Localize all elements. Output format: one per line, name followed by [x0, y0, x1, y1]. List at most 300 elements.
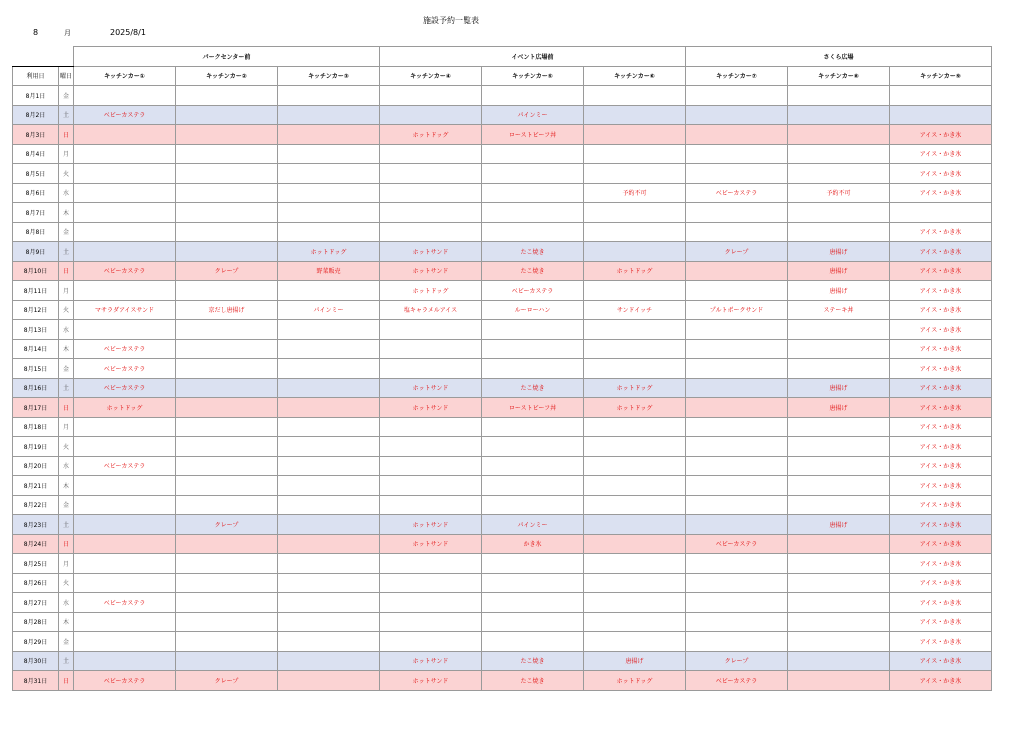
row-date: 8月18日	[13, 417, 59, 437]
reservation-cell-car-1[interactable]	[74, 476, 176, 496]
reservation-cell-car-2[interactable]	[176, 125, 278, 145]
reservation-cell-car-2[interactable]	[176, 554, 278, 574]
reservation-cell-car-4[interactable]	[380, 86, 482, 106]
reservation-cell-car-1[interactable]	[74, 144, 176, 164]
reservation-cell-car-7[interactable]	[686, 476, 788, 496]
column-header-car-6: キッチンカー⑥	[584, 66, 686, 86]
reservation-cell-car-2[interactable]	[176, 164, 278, 184]
reservation-cell-car-6[interactable]	[584, 203, 686, 223]
reservation-cell-car-5[interactable]	[482, 359, 584, 379]
reservation-cell-car-8[interactable]	[788, 86, 890, 106]
reservation-cell-car-8[interactable]	[788, 671, 890, 691]
reservation-cell-car-7[interactable]: ベビーカステラ	[686, 534, 788, 554]
reservation-cell-car-6[interactable]: 唐揚げ	[584, 651, 686, 671]
reservation-cell-car-5[interactable]	[482, 632, 584, 652]
reservation-cell-car-7[interactable]	[686, 437, 788, 457]
row-date: 8月24日	[13, 534, 59, 554]
reservation-cell-car-8[interactable]: 唐揚げ	[788, 261, 890, 281]
reservation-cell-car-3[interactable]	[278, 398, 380, 418]
reservation-cell-car-4[interactable]: 塩キャラメルアイス	[380, 300, 482, 320]
reservation-cell-car-9[interactable]: アイス・かき氷	[890, 671, 992, 691]
reservation-cell-car-6[interactable]	[584, 554, 686, 574]
reservation-cell-car-2[interactable]	[176, 378, 278, 398]
venue-park-center: パークセンター前	[74, 47, 380, 67]
reservation-cell-car-9[interactable]: アイス・かき氷	[890, 398, 992, 418]
reservation-cell-car-2[interactable]	[176, 651, 278, 671]
reservation-cell-car-6[interactable]	[584, 164, 686, 184]
row-weekday: 金	[59, 495, 74, 515]
reservation-cell-car-3[interactable]	[278, 86, 380, 106]
reservation-cell-car-3[interactable]	[278, 183, 380, 203]
reservation-cell-car-5[interactable]	[482, 417, 584, 437]
reservation-cell-car-9[interactable]: アイス・かき氷	[890, 417, 992, 437]
reservation-cell-car-5[interactable]: ルーローハン	[482, 300, 584, 320]
reservation-cell-car-9[interactable]: アイス・かき氷	[890, 632, 992, 652]
reservation-cell-car-6[interactable]: ホットドッグ	[584, 261, 686, 281]
reservation-cell-car-3[interactable]	[278, 417, 380, 437]
reservation-cell-car-5[interactable]	[482, 573, 584, 593]
reservation-cell-car-7[interactable]: プルトポークサンド	[686, 300, 788, 320]
reservation-cell-car-8[interactable]	[788, 573, 890, 593]
reservation-cell-car-7[interactable]	[686, 339, 788, 359]
reservation-cell-car-1[interactable]: ベビーカステラ	[74, 456, 176, 476]
reservation-cell-car-7[interactable]	[686, 105, 788, 125]
reservation-cell-car-4[interactable]	[380, 183, 482, 203]
reservation-cell-car-7[interactable]	[686, 612, 788, 632]
reservation-cell-car-1[interactable]	[74, 183, 176, 203]
reservation-cell-car-9[interactable]: アイス・かき氷	[890, 242, 992, 262]
reservation-cell-car-2[interactable]	[176, 242, 278, 262]
reservation-cell-car-2[interactable]	[176, 456, 278, 476]
reservation-cell-car-6[interactable]: ホットドッグ	[584, 671, 686, 691]
reservation-cell-car-5[interactable]: たこ焼き	[482, 242, 584, 262]
reservation-cell-car-7[interactable]	[686, 125, 788, 145]
reservation-cell-car-3[interactable]	[278, 632, 380, 652]
reservation-cell-car-5[interactable]	[482, 612, 584, 632]
reservation-cell-car-4[interactable]: ホットサンド	[380, 534, 482, 554]
reservation-cell-car-5[interactable]: たこ焼き	[482, 671, 584, 691]
reservation-cell-car-3[interactable]	[278, 495, 380, 515]
reservation-cell-car-6[interactable]	[584, 515, 686, 535]
reservation-cell-car-5[interactable]	[482, 183, 584, 203]
reservation-cell-car-7[interactable]	[686, 222, 788, 242]
reservation-cell-car-9[interactable]: アイス・かき氷	[890, 573, 992, 593]
reservation-cell-car-8[interactable]	[788, 203, 890, 223]
reservation-cell-car-1[interactable]	[74, 515, 176, 535]
reservation-cell-car-9[interactable]: アイス・かき氷	[890, 144, 992, 164]
row-date: 8月31日	[13, 671, 59, 691]
reservation-cell-car-8[interactable]: 唐揚げ	[788, 281, 890, 301]
reservation-cell-car-7[interactable]	[686, 398, 788, 418]
reservation-cell-car-9[interactable]: アイス・かき氷	[890, 456, 992, 476]
reservation-cell-car-4[interactable]	[380, 573, 482, 593]
reservation-cell-car-2[interactable]: クレープ	[176, 671, 278, 691]
reservation-cell-car-4[interactable]	[380, 456, 482, 476]
table-row	[13, 437, 992, 457]
table-row	[13, 456, 992, 476]
reservation-cell-car-2[interactable]	[176, 281, 278, 301]
reservation-cell-car-3[interactable]	[278, 612, 380, 632]
reservation-cell-car-4[interactable]	[380, 359, 482, 379]
reservation-cell-car-2[interactable]	[176, 534, 278, 554]
reservation-cell-car-2[interactable]: 京だし唐揚げ	[176, 300, 278, 320]
reservation-cell-car-7[interactable]	[686, 573, 788, 593]
reservation-cell-car-3[interactable]	[278, 164, 380, 184]
reservation-cell-car-7[interactable]	[686, 593, 788, 613]
table-row	[13, 554, 992, 574]
reservation-cell-car-9[interactable]: アイス・かき氷	[890, 437, 992, 457]
reservation-cell-car-3[interactable]	[278, 476, 380, 496]
reservation-cell-car-8[interactable]	[788, 339, 890, 359]
reservation-table	[12, 46, 992, 691]
reservation-cell-car-2[interactable]	[176, 320, 278, 340]
reservation-cell-car-8[interactable]	[788, 495, 890, 515]
reservation-cell-car-8[interactable]	[788, 222, 890, 242]
month-value: 8	[33, 28, 39, 37]
reservation-cell-car-2[interactable]	[176, 593, 278, 613]
reservation-cell-car-9[interactable]: アイス・かき氷	[890, 378, 992, 398]
reservation-cell-car-8[interactable]	[788, 593, 890, 613]
reservation-cell-car-6[interactable]	[584, 495, 686, 515]
reservation-cell-car-5[interactable]	[482, 222, 584, 242]
reservation-cell-car-8[interactable]: 唐揚げ	[788, 242, 890, 262]
reservation-cell-car-8[interactable]	[788, 534, 890, 554]
reservation-cell-car-1[interactable]	[74, 554, 176, 574]
reservation-cell-car-5[interactable]	[482, 320, 584, 340]
reservation-cell-car-4[interactable]: ホットサンド	[380, 261, 482, 281]
reservation-cell-car-4[interactable]	[380, 144, 482, 164]
reservation-cell-car-4[interactable]	[380, 476, 482, 496]
reservation-cell-car-8[interactable]	[788, 554, 890, 574]
reservation-cell-car-5[interactable]	[482, 203, 584, 223]
reservation-cell-car-5[interactable]	[482, 456, 584, 476]
reservation-cell-car-1[interactable]	[74, 125, 176, 145]
reservation-cell-car-4[interactable]	[380, 222, 482, 242]
reservation-cell-car-3[interactable]	[278, 203, 380, 223]
reservation-cell-car-5[interactable]	[482, 554, 584, 574]
reservation-cell-car-9[interactable]: アイス・かき氷	[890, 612, 992, 632]
reservation-cell-car-6[interactable]	[584, 534, 686, 554]
reservation-cell-car-7[interactable]	[686, 515, 788, 535]
reservation-cell-car-6[interactable]	[584, 632, 686, 652]
reservation-cell-car-7[interactable]: クレープ	[686, 242, 788, 262]
reservation-cell-car-8[interactable]	[788, 476, 890, 496]
reservation-cell-car-2[interactable]	[176, 632, 278, 652]
reservation-cell-car-7[interactable]: ベビーカステラ	[686, 671, 788, 691]
reservation-cell-car-6[interactable]	[584, 437, 686, 457]
reservation-cell-car-9[interactable]: アイス・かき氷	[890, 222, 992, 242]
reservation-cell-car-2[interactable]	[176, 495, 278, 515]
reservation-cell-car-2[interactable]	[176, 222, 278, 242]
reservation-cell-car-9[interactable]: アイス・かき氷	[890, 261, 992, 281]
reservation-cell-car-9[interactable]: アイス・かき氷	[890, 359, 992, 379]
reservation-cell-car-1[interactable]	[74, 164, 176, 184]
reservation-cell-car-5[interactable]: たこ焼き	[482, 378, 584, 398]
reservation-cell-car-7[interactable]: クレープ	[686, 651, 788, 671]
reservation-cell-car-3[interactable]	[278, 593, 380, 613]
reservation-cell-car-6[interactable]	[584, 573, 686, 593]
reservation-cell-car-3[interactable]	[278, 651, 380, 671]
reservation-cell-car-2[interactable]	[176, 437, 278, 457]
reservation-cell-car-8[interactable]	[788, 105, 890, 125]
reservation-cell-car-6[interactable]: ホットドッグ	[584, 398, 686, 418]
reservation-cell-car-1[interactable]	[74, 632, 176, 652]
reservation-cell-car-5[interactable]: ローストビーフ丼	[482, 125, 584, 145]
reservation-cell-car-7[interactable]	[686, 86, 788, 106]
reservation-cell-car-1[interactable]	[74, 242, 176, 262]
reservation-cell-car-5[interactable]: ローストビーフ丼	[482, 398, 584, 418]
reservation-cell-car-1[interactable]	[74, 222, 176, 242]
reservation-cell-car-2[interactable]	[176, 417, 278, 437]
reservation-cell-car-7[interactable]	[686, 203, 788, 223]
reservation-cell-car-5[interactable]: たこ焼き	[482, 261, 584, 281]
reservation-cell-car-6[interactable]	[584, 593, 686, 613]
reservation-cell-car-1[interactable]: ベビーカステラ	[74, 671, 176, 691]
reservation-cell-car-5[interactable]	[482, 164, 584, 184]
reservation-cell-car-3[interactable]	[278, 105, 380, 125]
reservation-cell-car-4[interactable]: ホットサンド	[380, 651, 482, 671]
reservation-cell-car-8[interactable]	[788, 417, 890, 437]
reservation-cell-car-1[interactable]: ベビーカステラ	[74, 339, 176, 359]
reservation-cell-car-3[interactable]: 野菜販売	[278, 261, 380, 281]
reservation-cell-car-7[interactable]	[686, 164, 788, 184]
reservation-cell-car-8[interactable]	[788, 320, 890, 340]
reservation-cell-car-4[interactable]	[380, 417, 482, 437]
reservation-cell-car-9[interactable]: アイス・かき氷	[890, 476, 992, 496]
reservation-cell-car-8[interactable]: 唐揚げ	[788, 378, 890, 398]
reservation-cell-car-6[interactable]	[584, 281, 686, 301]
reservation-cell-car-5[interactable]: パインミー	[482, 515, 584, 535]
reservation-cell-car-3[interactable]	[278, 339, 380, 359]
reservation-cell-car-5[interactable]	[482, 86, 584, 106]
reservation-cell-car-8[interactable]	[788, 437, 890, 457]
reservation-cell-car-3[interactable]	[278, 554, 380, 574]
reservation-cell-car-9[interactable]: アイス・かき氷	[890, 281, 992, 301]
reservation-cell-car-5[interactable]	[482, 495, 584, 515]
reservation-cell-car-9[interactable]: アイス・かき氷	[890, 593, 992, 613]
reservation-cell-car-9[interactable]: アイス・かき氷	[890, 515, 992, 535]
reservation-cell-car-6[interactable]	[584, 105, 686, 125]
reservation-cell-car-9[interactable]: アイス・かき氷	[890, 495, 992, 515]
reservation-cell-car-1[interactable]	[74, 417, 176, 437]
reservation-cell-car-9[interactable]	[890, 86, 992, 106]
reservation-cell-car-6[interactable]: ホットドッグ	[584, 378, 686, 398]
reservation-cell-car-3[interactable]	[278, 320, 380, 340]
reservation-cell-car-3[interactable]	[278, 515, 380, 535]
reservation-cell-car-8[interactable]	[788, 164, 890, 184]
reservation-cell-car-3[interactable]	[278, 281, 380, 301]
reservation-cell-car-6[interactable]	[584, 144, 686, 164]
reservation-cell-car-8[interactable]	[788, 632, 890, 652]
reservation-cell-car-2[interactable]	[176, 359, 278, 379]
reservation-cell-car-2[interactable]	[176, 105, 278, 125]
row-date: 8月15日	[13, 359, 59, 379]
reservation-cell-car-3[interactable]: パインミー	[278, 300, 380, 320]
reservation-cell-car-3[interactable]	[278, 437, 380, 457]
reservation-cell-car-1[interactable]	[74, 437, 176, 457]
reservation-cell-car-3[interactable]	[278, 378, 380, 398]
reservation-cell-car-4[interactable]	[380, 203, 482, 223]
reservation-cell-car-8[interactable]: 予約不可	[788, 183, 890, 203]
reservation-cell-car-6[interactable]	[584, 222, 686, 242]
reservation-cell-car-4[interactable]	[380, 164, 482, 184]
reservation-cell-car-1[interactable]	[74, 573, 176, 593]
reservation-cell-car-4[interactable]: ホットサンド	[380, 671, 482, 691]
reservation-cell-car-8[interactable]	[788, 125, 890, 145]
reservation-cell-car-3[interactable]: ホットドッグ	[278, 242, 380, 262]
reservation-cell-car-8[interactable]	[788, 651, 890, 671]
reservation-cell-car-6[interactable]	[584, 242, 686, 262]
reservation-cell-car-4[interactable]	[380, 320, 482, 340]
reservation-cell-car-7[interactable]	[686, 632, 788, 652]
reservation-cell-car-5[interactable]: たこ焼き	[482, 651, 584, 671]
reservation-cell-car-1[interactable]	[74, 320, 176, 340]
reservation-cell-car-1[interactable]: ベビーカステラ	[74, 261, 176, 281]
reservation-cell-car-9[interactable]: アイス・かき氷	[890, 125, 992, 145]
reservation-cell-car-4[interactable]	[380, 495, 482, 515]
reservation-cell-car-6[interactable]	[584, 417, 686, 437]
reservation-cell-car-4[interactable]: ホットドッグ	[380, 281, 482, 301]
reservation-cell-car-1[interactable]: ベビーカステラ	[74, 359, 176, 379]
reservation-cell-car-6[interactable]	[584, 456, 686, 476]
row-weekday: 金	[59, 632, 74, 652]
reservation-cell-car-9[interactable]: アイス・かき氷	[890, 534, 992, 554]
reservation-cell-car-2[interactable]: クレープ	[176, 515, 278, 535]
reservation-cell-car-4[interactable]	[380, 437, 482, 457]
reservation-cell-car-6[interactable]	[584, 612, 686, 632]
reservation-cell-car-6[interactable]	[584, 476, 686, 496]
reservation-cell-car-6[interactable]: サンドイッチ	[584, 300, 686, 320]
reservation-cell-car-1[interactable]	[74, 281, 176, 301]
reservation-cell-car-5[interactable]	[482, 476, 584, 496]
reservation-cell-car-8[interactable]	[788, 144, 890, 164]
reservation-cell-car-7[interactable]	[686, 281, 788, 301]
reservation-cell-car-7[interactable]	[686, 359, 788, 379]
reservation-cell-car-7[interactable]	[686, 144, 788, 164]
reservation-cell-car-1[interactable]: マサラダアイスサンド	[74, 300, 176, 320]
reservation-cell-car-2[interactable]	[176, 612, 278, 632]
reservation-cell-car-5[interactable]: ベビーカステラ	[482, 281, 584, 301]
table-row	[13, 632, 992, 652]
reservation-cell-car-2[interactable]	[176, 398, 278, 418]
reservation-cell-car-3[interactable]	[278, 222, 380, 242]
reservation-cell-car-9[interactable]	[890, 105, 992, 125]
reservation-cell-car-1[interactable]: ベビーカステラ	[74, 593, 176, 613]
reservation-cell-car-4[interactable]	[380, 593, 482, 613]
reservation-cell-car-6[interactable]	[584, 125, 686, 145]
reservation-cell-car-3[interactable]	[278, 671, 380, 691]
reservation-cell-car-7[interactable]	[686, 261, 788, 281]
reservation-cell-car-1[interactable]	[74, 86, 176, 106]
reservation-cell-car-1[interactable]: ホットドッグ	[74, 398, 176, 418]
reservation-cell-car-8[interactable]	[788, 612, 890, 632]
reservation-cell-car-5[interactable]	[482, 593, 584, 613]
reservation-cell-car-6[interactable]: 予約不可	[584, 183, 686, 203]
reservation-cell-car-1[interactable]	[74, 495, 176, 515]
row-weekday: 月	[59, 554, 74, 574]
reservation-cell-car-1[interactable]	[74, 203, 176, 223]
reservation-cell-car-1[interactable]: ベビーカステラ	[74, 378, 176, 398]
reservation-cell-car-8[interactable]: 唐揚げ	[788, 515, 890, 535]
reservation-cell-car-8[interactable]: ステーキ丼	[788, 300, 890, 320]
reservation-cell-car-5[interactable]	[482, 144, 584, 164]
reservation-cell-car-2[interactable]	[176, 144, 278, 164]
reservation-cell-car-9[interactable]	[890, 203, 992, 223]
reservation-cell-car-5[interactable]	[482, 437, 584, 457]
row-weekday: 水	[59, 456, 74, 476]
reservation-cell-car-6[interactable]	[584, 320, 686, 340]
reservation-cell-car-9[interactable]: アイス・かき氷	[890, 183, 992, 203]
reservation-cell-car-5[interactable]	[482, 339, 584, 359]
table-row	[13, 593, 992, 613]
reservation-cell-car-4[interactable]	[380, 612, 482, 632]
row-weekday: 金	[59, 359, 74, 379]
reservation-cell-car-6[interactable]	[584, 86, 686, 106]
reservation-cell-car-7[interactable]	[686, 456, 788, 476]
reservation-cell-car-9[interactable]: アイス・かき氷	[890, 164, 992, 184]
reservation-cell-car-7[interactable]	[686, 378, 788, 398]
reservation-cell-car-9[interactable]: アイス・かき氷	[890, 320, 992, 340]
reservation-cell-car-6[interactable]	[584, 359, 686, 379]
reservation-cell-car-3[interactable]	[278, 144, 380, 164]
reservation-cell-car-4[interactable]: ホットサンド	[380, 515, 482, 535]
reservation-cell-car-1[interactable]	[74, 651, 176, 671]
reservation-cell-car-9[interactable]: アイス・かき氷	[890, 554, 992, 574]
reservation-cell-car-4[interactable]	[380, 554, 482, 574]
reservation-cell-car-7[interactable]	[686, 417, 788, 437]
reservation-cell-car-8[interactable]	[788, 456, 890, 476]
reservation-cell-car-4[interactable]: ホットドッグ	[380, 125, 482, 145]
row-weekday: 水	[59, 320, 74, 340]
reservation-cell-car-2[interactable]	[176, 86, 278, 106]
reservation-cell-car-7[interactable]	[686, 320, 788, 340]
reservation-cell-car-8[interactable]: 唐揚げ	[788, 398, 890, 418]
reservation-cell-car-4[interactable]: ホットサンド	[380, 378, 482, 398]
reservation-cell-car-6[interactable]	[584, 339, 686, 359]
reservation-cell-car-9[interactable]: アイス・かき氷	[890, 651, 992, 671]
reservation-cell-car-2[interactable]	[176, 339, 278, 359]
reservation-cell-car-9[interactable]: アイス・かき氷	[890, 300, 992, 320]
reservation-cell-car-8[interactable]	[788, 359, 890, 379]
reservation-cell-car-7[interactable]	[686, 554, 788, 574]
reservation-cell-car-3[interactable]	[278, 359, 380, 379]
reservation-cell-car-4[interactable]: ホットサンド	[380, 242, 482, 262]
reservation-cell-car-3[interactable]	[278, 534, 380, 554]
reservation-cell-car-2[interactable]	[176, 203, 278, 223]
reservation-cell-car-2[interactable]	[176, 573, 278, 593]
reservation-cell-car-2[interactable]	[176, 476, 278, 496]
row-weekday: 月	[59, 144, 74, 164]
reservation-cell-car-5[interactable]: かき氷	[482, 534, 584, 554]
reservation-cell-car-2[interactable]: クレープ	[176, 261, 278, 281]
reservation-cell-car-4[interactable]: ホットサンド	[380, 398, 482, 418]
reservation-cell-car-2[interactable]	[176, 183, 278, 203]
reservation-cell-car-7[interactable]: ベビーカステラ	[686, 183, 788, 203]
reservation-cell-car-4[interactable]	[380, 339, 482, 359]
reservation-cell-car-3[interactable]	[278, 456, 380, 476]
reservation-cell-car-3[interactable]	[278, 125, 380, 145]
reservation-cell-car-5[interactable]: パインミー	[482, 105, 584, 125]
reservation-cell-car-1[interactable]: ベビーカステラ	[74, 105, 176, 125]
reservation-cell-car-4[interactable]	[380, 105, 482, 125]
reservation-cell-car-4[interactable]	[380, 632, 482, 652]
reservation-cell-car-3[interactable]	[278, 573, 380, 593]
row-date: 8月1日	[13, 86, 59, 106]
reservation-cell-car-1[interactable]	[74, 612, 176, 632]
reservation-cell-car-1[interactable]	[74, 534, 176, 554]
reservation-cell-car-9[interactable]: アイス・かき氷	[890, 339, 992, 359]
reservation-cell-car-7[interactable]	[686, 495, 788, 515]
